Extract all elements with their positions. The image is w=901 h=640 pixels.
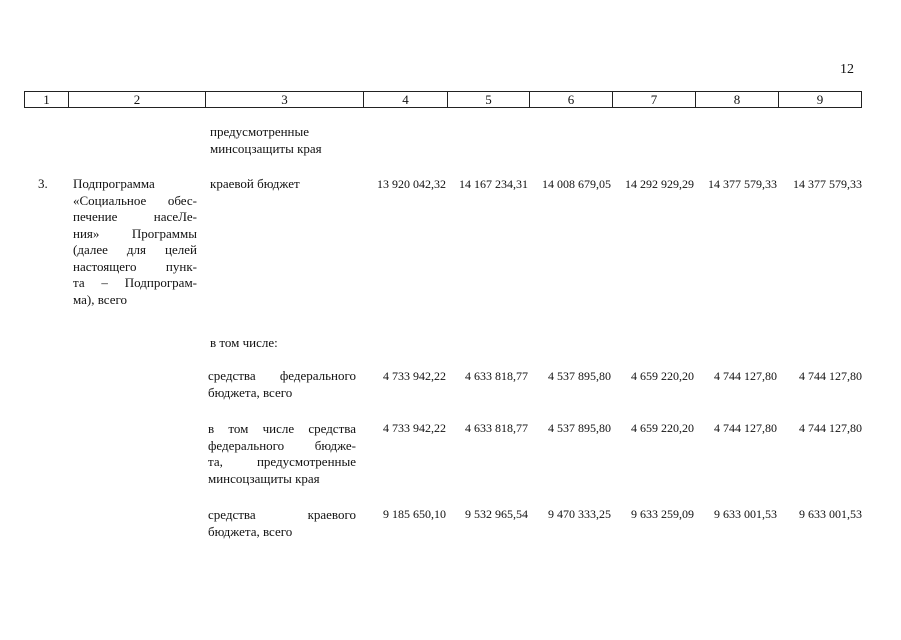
- table-header-row: [24, 91, 862, 108]
- subprogram-name: [73, 176, 197, 308]
- subrow-label-line: в том числе средства: [208, 421, 356, 436]
- header-col-3: 3: [206, 92, 364, 107]
- value-cell: 4 733 942,22: [383, 369, 446, 383]
- value-cell: 9 633 001,53: [799, 507, 862, 521]
- header-col-5: 5: [448, 92, 530, 107]
- value-cell: 14 377 579,33: [708, 177, 777, 191]
- value-cell: 4 537 895,80: [548, 369, 611, 383]
- value-cell: 4 659 220,20: [631, 421, 694, 435]
- value-cell: 13 920 042,32: [377, 177, 446, 191]
- value-cell: 9 470 333,25: [548, 507, 611, 521]
- subrow-label-line: средства федерального: [208, 368, 356, 383]
- subrow-label-line: та, предусмотренные: [208, 454, 356, 469]
- subprogram-name-line: та – Подпрограм-: [73, 275, 197, 290]
- subrow-label-line: федерального бюдже-: [208, 437, 356, 453]
- including-label: в том числе:: [210, 335, 278, 350]
- header-col-6: 6: [530, 92, 613, 107]
- value-cell: 4 633 818,77: [465, 421, 528, 435]
- value-cell: 4 633 818,77: [465, 369, 528, 383]
- subrow-label: [208, 507, 356, 540]
- value-cell: 14 292 929,29: [625, 177, 694, 191]
- continuation-line: предусмотренные: [210, 124, 310, 139]
- value-cell: 9 185 650,10: [383, 507, 446, 521]
- subrow-label-line: средства краевого: [208, 507, 356, 522]
- row-number: 3.: [38, 176, 48, 191]
- subprogram-name-line: настоящего пунк-: [73, 258, 197, 274]
- header-col-2: 2: [69, 92, 206, 107]
- subprogram-name-line: (далее для целей: [73, 242, 197, 257]
- subprogram-name-line: Подпрограмма: [73, 176, 155, 191]
- subprogram-name-line: ния» Программы: [73, 225, 197, 241]
- value-cell: 4 733 942,22: [383, 421, 446, 435]
- value-cell: 4 744 127,80: [714, 421, 777, 435]
- subrow-label-line: бюджета, всего: [208, 384, 293, 400]
- value-cell: 4 744 127,80: [714, 369, 777, 383]
- funding-source: краевой бюджет: [210, 176, 300, 191]
- subrow-label: [208, 421, 356, 487]
- value-cell: 9 633 259,09: [631, 507, 694, 521]
- value-cell: 4 744 127,80: [799, 369, 862, 383]
- subrow-label-line: бюджета, всего: [208, 523, 293, 539]
- header-col-8: 8: [696, 92, 779, 107]
- continuation-text: [210, 124, 370, 157]
- value-cell: 4 537 895,80: [548, 421, 611, 435]
- subprogram-name-line: «Социальное обес-: [73, 192, 197, 208]
- header-col-7: 7: [613, 92, 696, 107]
- subprogram-name-line: печение насеЛе-: [73, 209, 197, 224]
- header-col-1: 1: [25, 92, 69, 107]
- value-cell: 9 532 965,54: [465, 507, 528, 521]
- value-cell: 9 633 001,53: [714, 507, 777, 521]
- value-cell: 4 659 220,20: [631, 369, 694, 383]
- subrow-label: [208, 368, 356, 401]
- page-number: 12: [840, 62, 854, 77]
- header-col-4: 4: [364, 92, 448, 107]
- subprogram-name-line: ма), всего: [73, 291, 128, 307]
- value-cell: 4 744 127,80: [799, 421, 862, 435]
- subrow-label-line: минсоцзащиты края: [208, 470, 320, 486]
- value-cell: 14 008 679,05: [542, 177, 611, 191]
- value-cell: 14 377 579,33: [793, 177, 862, 191]
- value-cell: 14 167 234,31: [459, 177, 528, 191]
- continuation-line: минсоцзащиты края: [210, 140, 322, 156]
- header-col-9: 9: [816, 92, 824, 107]
